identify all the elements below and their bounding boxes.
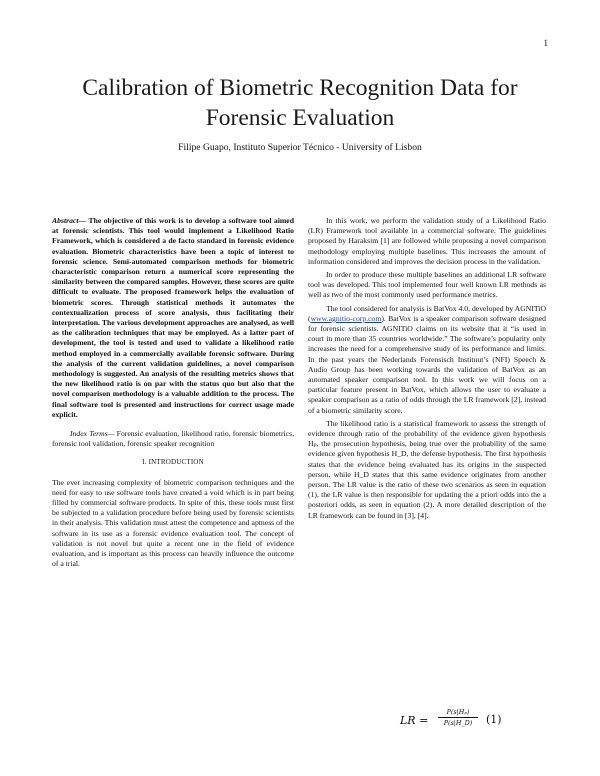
equation-1	[400, 708, 520, 734]
body-paragraph-3-text-a: The tool considered for analysis is BatVox 4.0, developed by AGNITiO (	[308, 303, 546, 323]
author-line: Filipe Guapo, Instituto Superior Técnico - University of Lisbon	[178, 142, 422, 153]
equation-numerator: P(s|Hₚ)	[438, 708, 478, 718]
equation-fraction	[438, 708, 478, 727]
body-paragraph-3	[308, 304, 546, 416]
index-terms-lead: Index Terms—	[70, 429, 115, 439]
paper-title-line-2: Forensic Evaluation	[205, 105, 395, 131]
body-paragraph-2: In order to produce these multiple baselines an additional LR software tool was developed. This tool implemented four well known LR methods as well as two of the most commonly used performance metrics.	[308, 270, 546, 300]
index-terms	[52, 429, 294, 449]
equation-label: (1)	[486, 713, 502, 726]
introduction-paragraph: The ever increasing complexity of biometric comparison techniques and the need for easy to use software tools have created a void which is in part being filled by commercial software products. In spite of this, these tools must first be subjected to a validation procedure before being used by forensic scientists in their analysis. This validation must attest the competence and aptness of the software in its use as a forensic evidence evaluation tool. The concept of validation is not novel but quite a recent one in the field of evidence evaluation, and is important as this process can heavily influence the outcome of a trial.	[52, 477, 294, 569]
abstract-text: The objective of this work is to develop a software tool aimed at forensic scientists. This tool would implement a Likelihood Ratio Framework, which is considered a de facto standard in forensic evidence evaluation. Biometric characteristics have been a topic of interest to forensic science. Semi-automated comparison methods for biometric characteristic comparison return a numerical score representing the similarity between the compared samples. However, these scores are quite difficult to evaluate. The proposed framework helps the evaluation of biometric scores. Through statistical methods it automates the contextualization process of score analysis, thus facilitating their interpretation. The various development approaches are analysed, as well as the calibration techniques that may be employed. As a latter part of development, the tool is tested and used to validate a likelihood ratio method employed in a commercially available forensic software. During the analysis of the current validation guidelines, a novel comparison methodology is suggested. An analysis of the resulting metrics shows that the new likelihood ratio is on par with the status quo but also that the novel comparison methodology is a valuable addition to the process. The final software tool is presented and instructions for correct usage made explicit.	[52, 216, 294, 419]
agnitio-link[interactable]: www.agnitio-corp.com	[310, 313, 382, 323]
section-heading-introduction: I. INTRODUCTION	[142, 458, 204, 467]
body-paragraph-4: The likelihood ratio is a statistical framework to assess the strength of evidence through ratio of the probability of the evidence given hypothesis Hₚ, the prosecution hypothesis, being true over the probability of the same evidence given hypothesis H_D, the defense hypothesis. The first hypothesis states that the evidence being evaluated has its origins in the suspected person, while H_D states that this same evidence originates from another person. The LR value is the ratio of these two scenarios as seen in equation (1), the LR value is then responsible for updating the a priori odds into the a posteriori odds, as seen in equation (2). A more detailed description of the LR framework can be found in [3], [4].	[308, 418, 546, 520]
abstract-lead: Abstract—	[52, 216, 87, 225]
body-paragraph-3-text-b: ). BatVox is a speaker comparison software designed for forensic scientists. AGNITiO claims on its website that it “is used in court in more than 35 countries worldwide.” The software’s popularity only increases the need for a comprehensive study of its performance and limits. In the past years the Nederlands Forensisch Instituut’s (NFI) Speech & Audio Group has been working towards the validation of BatVox as an automated speaker comparison tool. In this work we will focus on a particular feature present in BatVox, which allows the user to evaluate a speaker comparison as a ratio of odds through the LR framework [2], instead of a biometric similarity score.	[308, 313, 546, 415]
paper-title	[60, 73, 540, 133]
paper-title-line-1: Calibration of Biometric Recognition Data for	[82, 75, 518, 101]
page-number: 1	[543, 38, 548, 48]
equation-denominator: P(s|H_D)	[443, 719, 473, 727]
abstract	[52, 216, 294, 420]
right-column	[308, 216, 546, 521]
left-column	[52, 216, 294, 570]
index-terms-text: Forensic evaluation, likelihood ratio, forensic biometrics, forensic tool validation, forensic speaker recognition	[52, 429, 294, 449]
equation-lhs: LR =	[400, 714, 429, 727]
body-paragraph-1: In this work, we perform the validation study of a Likelihood Ratio (LR) Framework tool available in a commercial software. The guidelines proposed by Haraksim [1] are followed while proposing a novel comparison methodology employing multiple baselines. This increases the amount of information considered and improves the decision process in the validation.	[308, 216, 546, 266]
